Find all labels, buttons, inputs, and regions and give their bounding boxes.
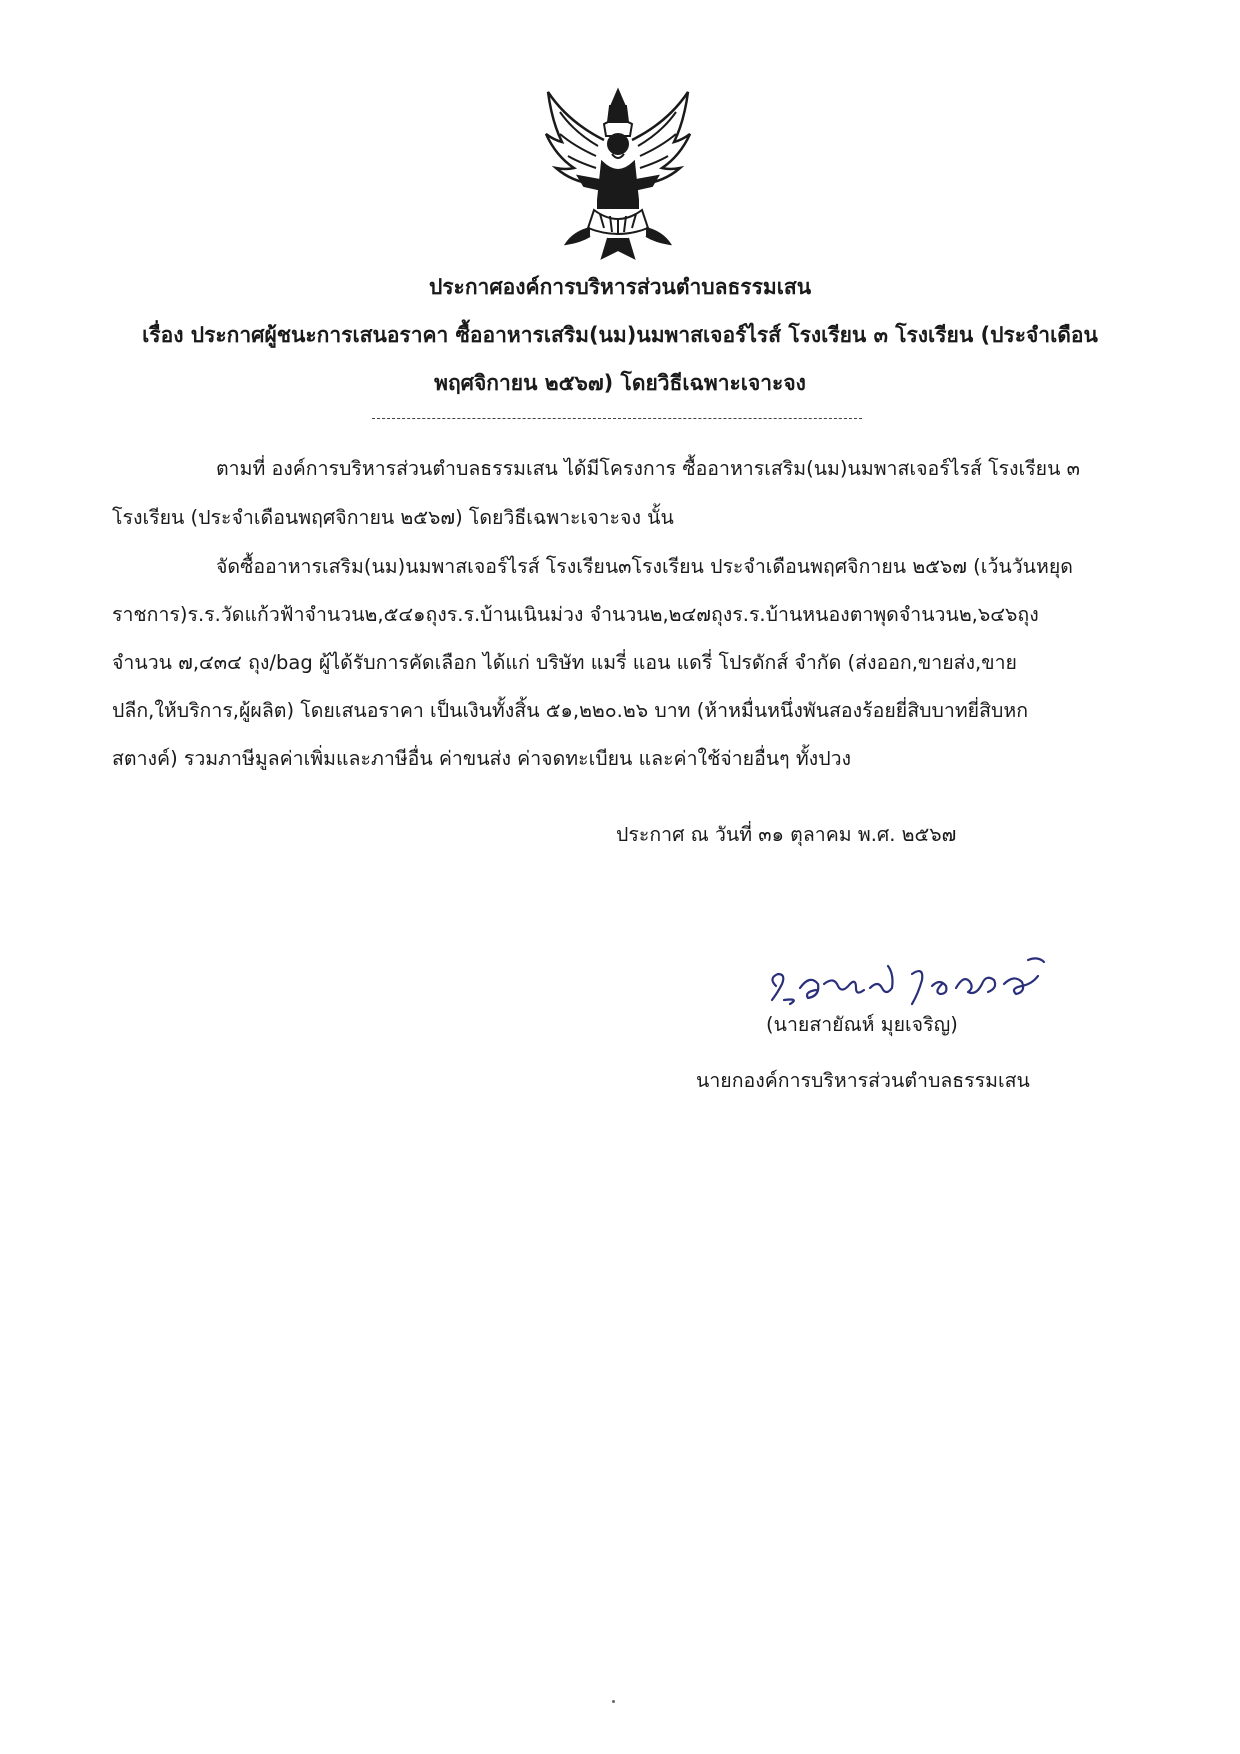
garuda-emblem-icon xyxy=(538,82,698,260)
subject-line-1: เรื่อง ประกาศผู้ชนะการเสนอราคา ซื้ออาหารเสริม(นม)นมพาสเจอร์ไรส์ โรงเรียน ๓ โรงเรียน (ประจำเดือน xyxy=(142,323,1098,347)
announcement-date: ประกาศ ณ วันที่ ๓๑ ตุลาคม พ.ศ. ๒๕๖๗ xyxy=(616,823,957,846)
paragraph-2-line-5: สตางค์) รวมภาษีมูลค่าเพิ่มและภาษีอื่น ค่าขนส่ง ค่าจดทะเบียน และค่าใช้จ่ายอื่นๆ ทั้งปวง xyxy=(112,747,852,770)
paragraph-1-line-2: โรงเรียน (ประจำเดือนพฤศจิกายน ๒๕๖๗) โดยวิธีเฉพาะเจาะจง นั้น xyxy=(112,506,674,529)
announcement-title: ประกาศองค์การบริหารส่วนตำบลธรรมเสน xyxy=(428,275,812,299)
signer-position: นายกองค์การบริหารส่วนตำบลธรรมเสน xyxy=(696,1069,1030,1092)
paragraph-2-line-1: จัดซื้ออาหารเสริม(นม)นมพาสเจอร์ไรส์ โรงเรียน๓โรงเรียน ประจำเดือนพฤศจิกายน ๒๕๖๗ (เว้นวันหยุด xyxy=(216,555,1073,578)
paragraph-2-line-4: ปลีก,ให้บริการ,ผู้ผลิต) โดยเสนอราคา เป็นเงินทั้งสิ้น ๕๑,๒๒๐.๒๖ บาท (ห้าหมื่นหนึ่งพันสองร้อยยี่สิบบาทยี่สิบหก xyxy=(112,699,1029,722)
paragraph-2-line-2: ราชการ)ร.ร.วัดแก้วฟ้าจำนวน๒,๕๔๑ถุงร.ร.บ้านเนินม่วง จำนวน๒,๒๔๗ถุงร.ร.บ้านหนองตาพุดจำนวน๒,๖๔๖ถุง xyxy=(112,603,1039,626)
paragraph-1-line-1: ตามที่ องค์การบริหารส่วนตำบลธรรมเสน ได้มีโครงการ ซื้ออาหารเสริม(นม)นมพาสเจอร์ไรส์ โรงเรียน ๓ xyxy=(216,457,1080,480)
dashed-divider xyxy=(372,418,862,419)
subject-line-2: พฤศจิกายน ๒๕๖๗) โดยวิธีเฉพาะเจาะจง xyxy=(434,371,806,395)
paragraph-2-line-3: จำนวน ๗,๔๓๔ ถุง/bag ผู้ได้รับการคัดเลือก ได้แก่ บริษัท แมรี่ แอน แดรี่ โปรดักส์ จำกัด (ส่งออก,ขายส่ง,ขาย xyxy=(112,651,1017,674)
handwritten-signature xyxy=(760,944,1060,1016)
scan-speck xyxy=(612,1700,615,1703)
signer-name: (นายสายัณห์ มุยเจริญ) xyxy=(766,1013,958,1036)
